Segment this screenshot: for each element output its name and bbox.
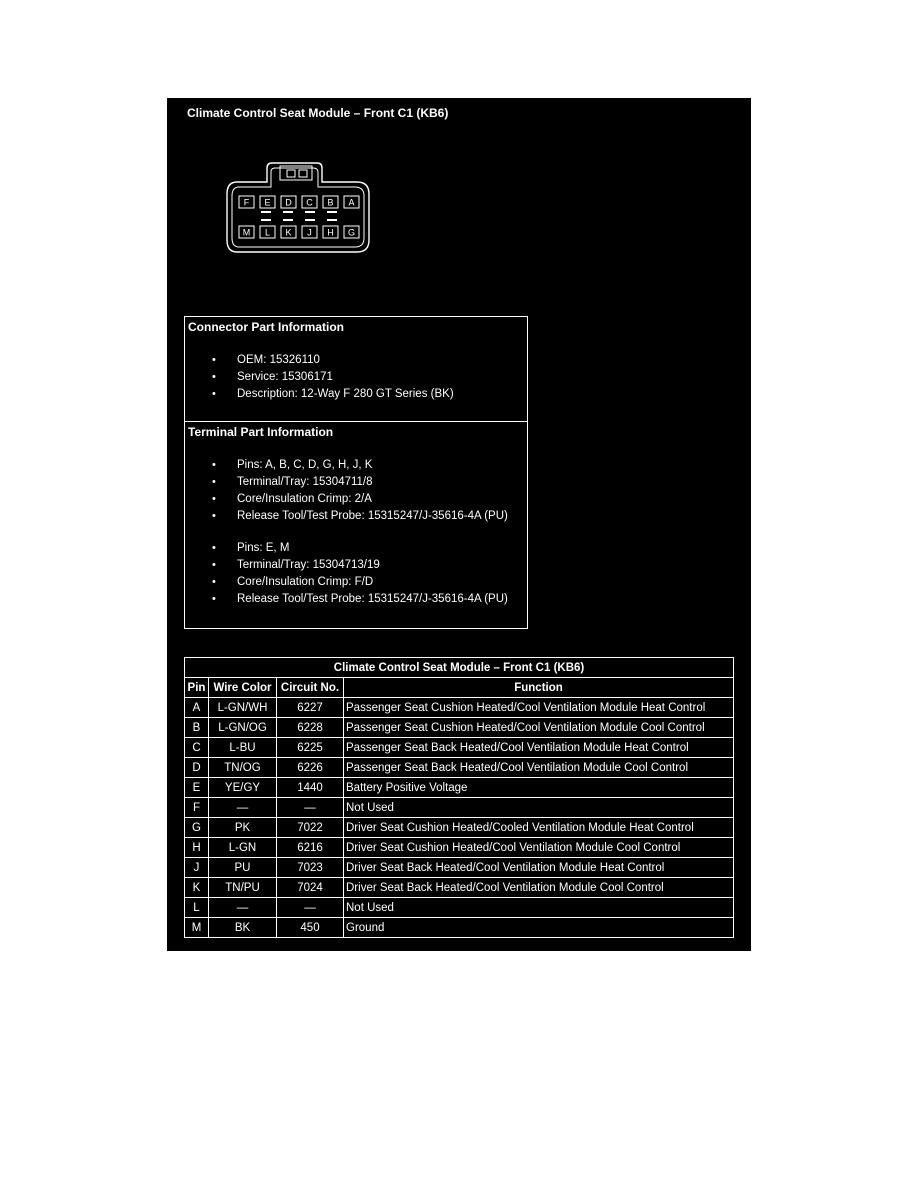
table-row (185, 918, 734, 938)
circuit-no-cell: 1440 (277, 778, 344, 798)
pinout-table-body (185, 698, 734, 938)
terminal-tray: • Terminal/Tray: 15304711/8 (185, 474, 508, 491)
pin-cell: L (185, 898, 209, 918)
pin-cell: B (185, 718, 209, 738)
table-row (185, 798, 734, 818)
connector-service: • Service: 15306171 (185, 369, 454, 386)
cavity-separators (261, 211, 337, 221)
terminal-release-tool: • Release Tool/Test Probe: 15315247/J-35616-4A (PU) (185, 591, 508, 608)
connector-part-info (184, 316, 528, 422)
terminal-group-1 (185, 457, 508, 525)
table-row (185, 838, 734, 858)
wire-color-cell: TN/OG (209, 758, 277, 778)
pin-cell: M (185, 918, 209, 938)
cavity-row-bottom (239, 226, 359, 238)
function-cell: Passenger Seat Back Heated/Cool Ventilation Module Cool Control (344, 758, 734, 778)
function-cell: Not Used (344, 798, 734, 818)
wire-color-cell: TN/PU (209, 878, 277, 898)
diagram-panel (167, 98, 751, 951)
table-row (185, 818, 734, 838)
cavity-label: G (347, 227, 356, 238)
circuit-no-cell: 7024 (277, 878, 344, 898)
function-cell: Battery Positive Voltage (344, 778, 734, 798)
pin-cell: A (185, 698, 209, 718)
pin-cell: F (185, 798, 209, 818)
table-title: Climate Control Seat Module – Front C1 (KB6) (185, 658, 734, 678)
circuit-no-cell: — (277, 798, 344, 818)
connector-info-heading: Connector Part Information (188, 320, 345, 334)
circuit-no-cell: 7022 (277, 818, 344, 838)
table-row (185, 698, 734, 718)
table-row (185, 898, 734, 918)
circuit-no-cell: 6216 (277, 838, 344, 858)
terminal-pins: • Pins: E, M (185, 540, 508, 557)
function-cell: Passenger Seat Back Heated/Cool Ventilation Module Heat Control (344, 738, 734, 758)
diagram-title: Climate Control Seat Module – Front C1 (KB6) (187, 106, 449, 120)
function-cell: Driver Seat Back Heated/Cool Ventilation Module Cool Control (344, 878, 734, 898)
terminal-pins: • Pins: A, B, C, D, G, H, J, K (185, 457, 508, 474)
wire-color-cell: PU (209, 858, 277, 878)
connector-latch-tab (299, 170, 307, 177)
cavity-label: A (348, 197, 355, 208)
connector-description: • Description: 12-Way F 280 GT Series (BK) (185, 386, 454, 403)
function-cell: Not Used (344, 898, 734, 918)
function-cell: Ground (344, 918, 734, 938)
pin-cell: H (185, 838, 209, 858)
circuit-no-cell: 6226 (277, 758, 344, 778)
function-cell: Driver Seat Cushion Heated/Cool Ventilation Module Cool Control (344, 838, 734, 858)
circuit-no-cell: 6227 (277, 698, 344, 718)
cavity-row-top (239, 196, 359, 208)
pin-cell: D (185, 758, 209, 778)
cavity-label: F (243, 197, 250, 208)
wire-color-cell: BK (209, 918, 277, 938)
cavity-label: D (285, 197, 292, 208)
wire-color-cell: L-GN/WH (209, 698, 277, 718)
wire-color-cell: PK (209, 818, 277, 838)
wire-color-cell: — (209, 898, 277, 918)
connector-latch-tab (287, 170, 295, 177)
cavity-label: C (306, 197, 313, 208)
table-row (185, 758, 734, 778)
pin-cell: C (185, 738, 209, 758)
pin-cell: E (185, 778, 209, 798)
terminal-info-heading: Terminal Part Information (188, 425, 334, 439)
circuit-no-cell: 6228 (277, 718, 344, 738)
cavity-label: M (242, 227, 251, 238)
column-header-function: Function (344, 678, 734, 698)
function-cell: Passenger Seat Cushion Heated/Cool Ventilation Module Heat Control (344, 698, 734, 718)
column-header-pin: Pin (185, 678, 209, 698)
circuit-no-cell: 6225 (277, 738, 344, 758)
wire-color-cell: L-GN/OG (209, 718, 277, 738)
cavity-label: K (285, 227, 292, 238)
circuit-no-cell: 450 (277, 918, 344, 938)
terminal-release-tool: • Release Tool/Test Probe: 15315247/J-35616-4A (PU) (185, 508, 508, 525)
circuit-no-cell: 7023 (277, 858, 344, 878)
function-cell: Driver Seat Cushion Heated/Cooled Ventilation Module Heat Control (344, 818, 734, 838)
cavity-label: E (264, 197, 271, 208)
terminal-part-info (184, 422, 528, 629)
function-cell: Driver Seat Back Heated/Cool Ventilation Module Heat Control (344, 858, 734, 878)
column-header-wire-color: Wire Color (209, 678, 277, 698)
connector-oem: • OEM: 15326110 (185, 352, 454, 369)
cavity-label: H (327, 227, 334, 238)
cavity-label: J (307, 227, 312, 238)
table-row (185, 878, 734, 898)
table-row (185, 778, 734, 798)
cavity-label: L (264, 227, 271, 238)
wire-color-cell: YE/GY (209, 778, 277, 798)
connector-info-list (185, 352, 454, 403)
pin-cell: J (185, 858, 209, 878)
pin-cell: G (185, 818, 209, 838)
terminal-crimp: • Core/Insulation Crimp: 2/A (185, 491, 508, 508)
table-row (185, 738, 734, 758)
wire-color-cell: L-GN (209, 838, 277, 858)
column-header-circuit-no: Circuit No. (277, 678, 344, 698)
circuit-no-cell: — (277, 898, 344, 918)
pin-cell: K (185, 878, 209, 898)
terminal-tray: • Terminal/Tray: 15304713/19 (185, 557, 508, 574)
table-row (185, 858, 734, 878)
cavity-label: B (327, 197, 334, 208)
terminal-group-2 (185, 540, 508, 608)
connector-face-diagram (225, 158, 375, 258)
pinout-table (184, 657, 734, 938)
wire-color-cell: L-BU (209, 738, 277, 758)
table-row (185, 718, 734, 738)
wire-color-cell: — (209, 798, 277, 818)
terminal-crimp: • Core/Insulation Crimp: F/D (185, 574, 508, 591)
function-cell: Passenger Seat Cushion Heated/Cool Ventilation Module Cool Control (344, 718, 734, 738)
